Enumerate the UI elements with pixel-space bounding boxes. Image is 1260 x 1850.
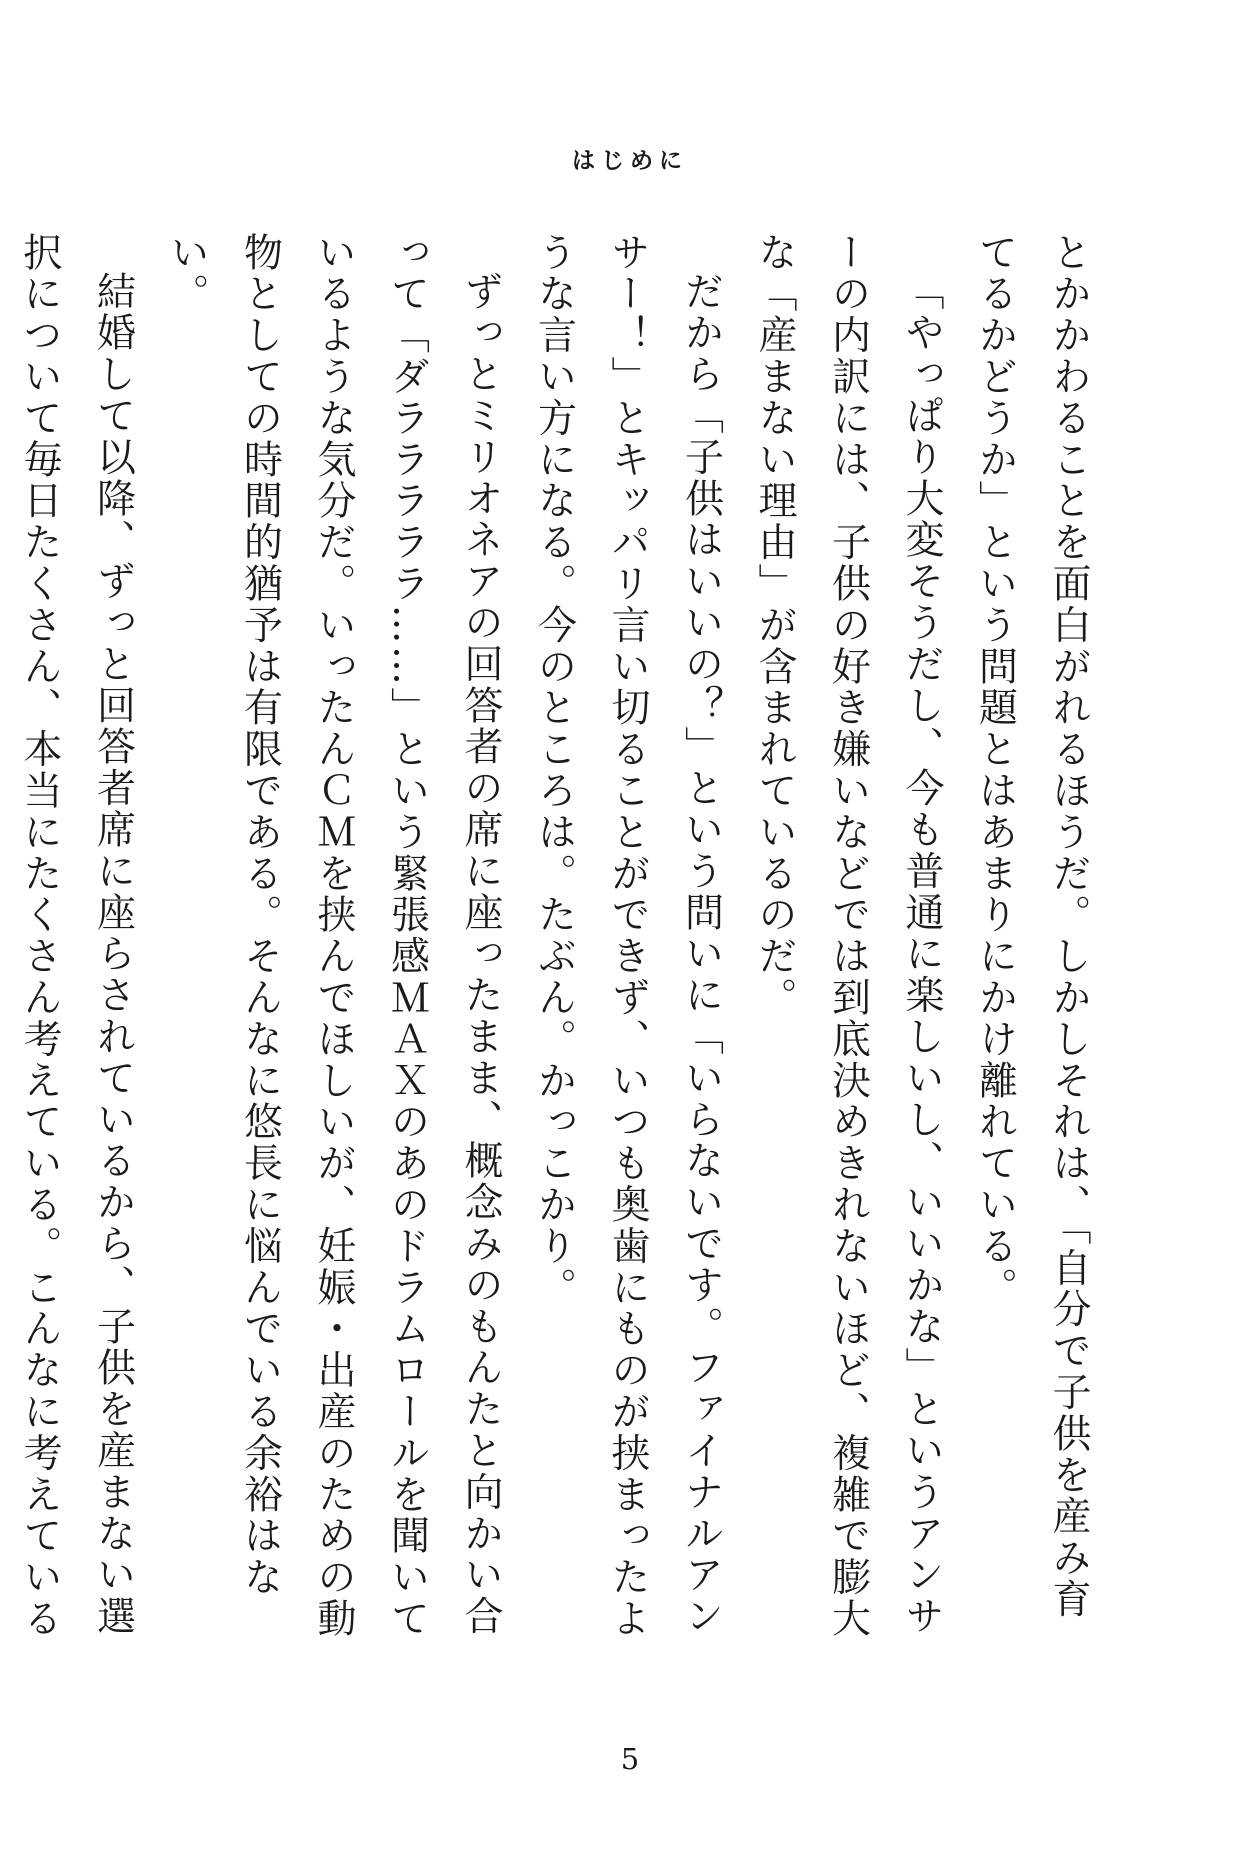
paragraph: ずっとミリオネアの回答者の席に座ったまま、概念みのもんたと向かい合って「ダラララララ……」という緊張感ＭＡＸのあのドラムロールを聞いているような気分だ。いったんＣＭを挟んでほしいが、妊娠・出産のための動物としての時間的猶予は有限である。そんなに悠長に悩んでいる余裕はない。	[164, 232, 503, 1640]
paragraph: とかかわることを面白がれるほうだ。しかしそれは、「自分で子供を産み育てるかどうか」という問題とはあまりにかけ離れている。	[972, 232, 1091, 1621]
paragraph: 「やっぱり大変そうだし、今も普通に楽しいし、いいかな」というアンサーの内訳には、子供の好き嫌いなどでは到底決めきれないほど、複雑で膨大な「産まない理由」が含まれているのだ。	[752, 232, 944, 1640]
page-number: 5	[620, 1742, 640, 1776]
vertical-body-text	[17, 232, 1105, 1642]
paragraph: 結婚して以降、ずっと回答者席に座らされているから、子供を産まない選択について毎日たくさん、本当にたくさん考えている。こんなに考えている	[17, 232, 136, 1640]
paragraph: だから「子供はいいの？」という問いに「いらないです。ファイナルアンサー！」とキッパリ言い切ることができず、いつも奥歯にものが挟まったような言い方になる。今のところは。たぶん。かっこかり。	[531, 232, 724, 1640]
running-head: はじめに	[572, 148, 688, 174]
